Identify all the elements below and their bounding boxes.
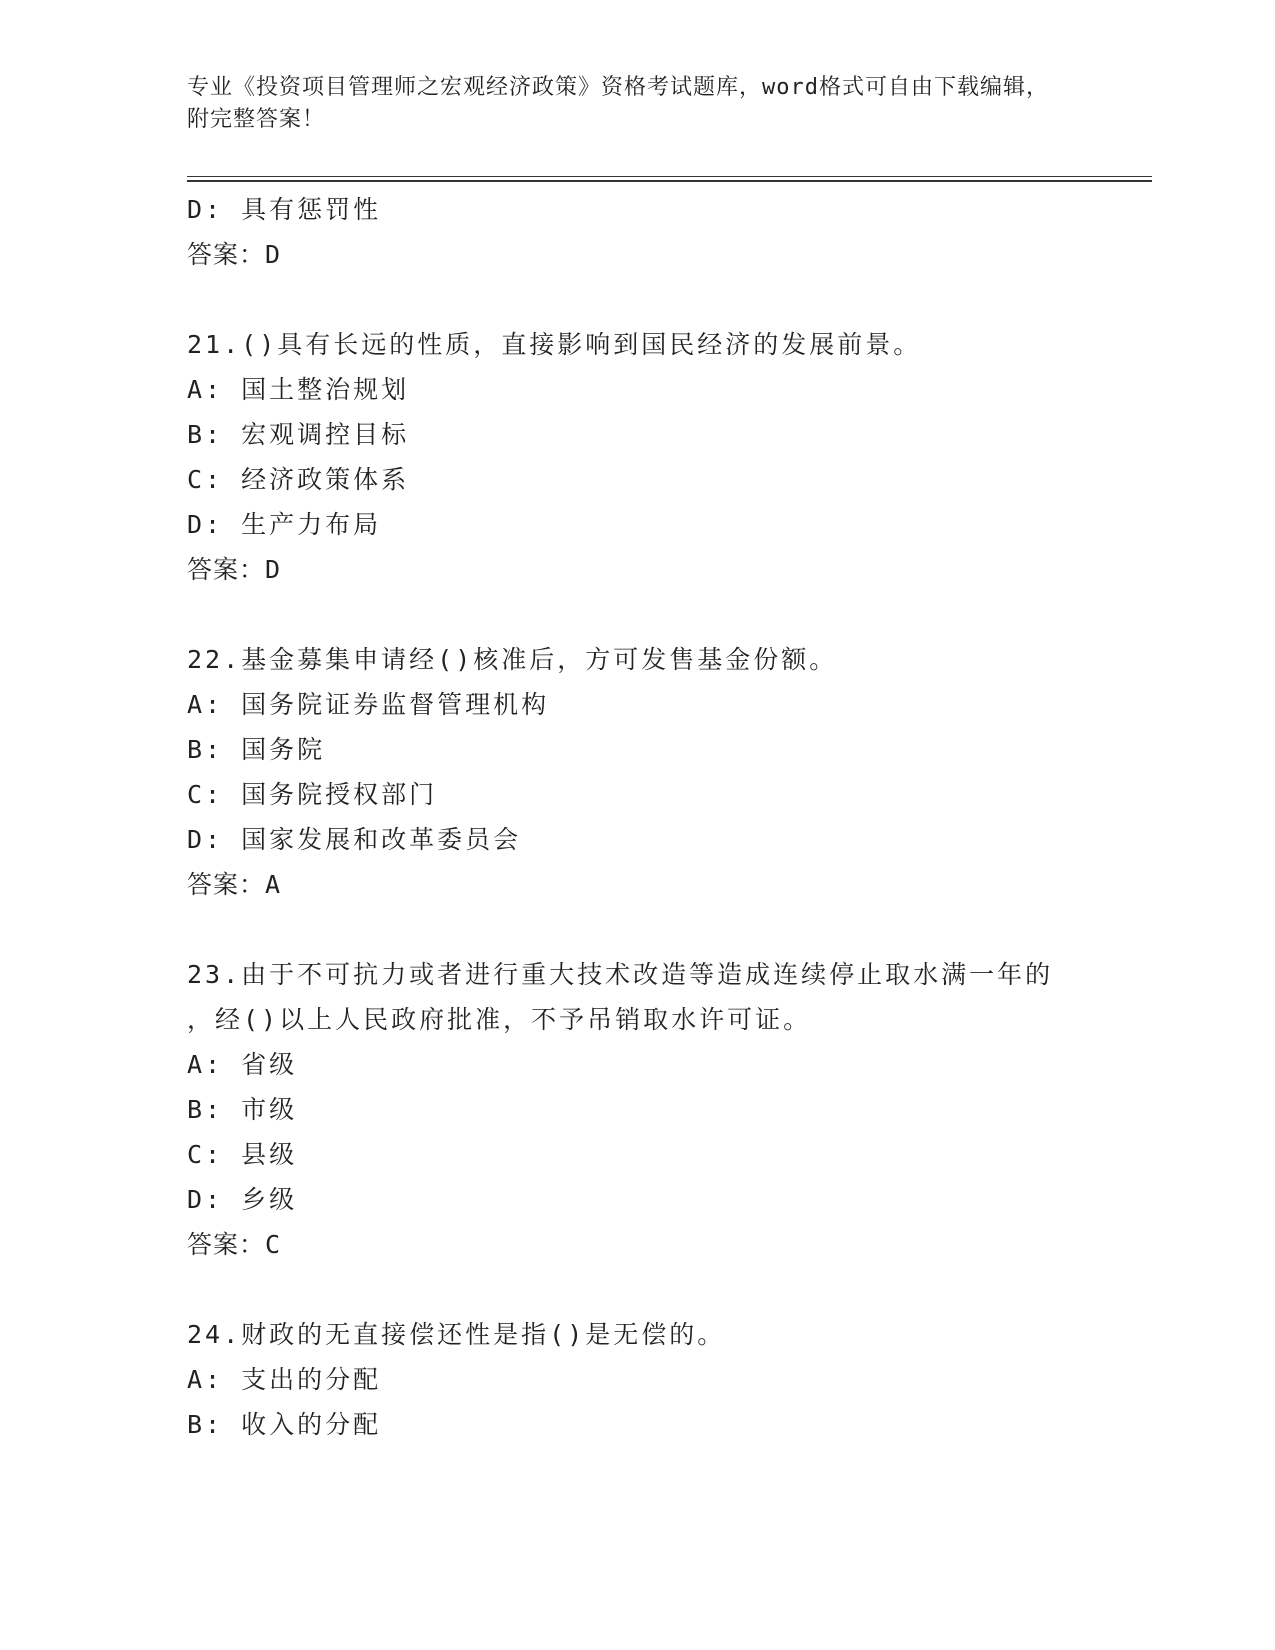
question-stem: 24.财政的无直接偿还性是指()是无偿的。 [187, 1320, 726, 1349]
question-stem: 22.基金募集申请经()核准后，方可发售基金份额。 [187, 645, 838, 674]
question-22 [187, 637, 1147, 907]
option-c: C: 经济政策体系 [187, 465, 410, 494]
answer-label: 答案： [187, 555, 266, 584]
option-b: B: 市级 [187, 1095, 298, 1124]
question-stem-continued: ，经()以上人民政府批准，不予吊销取水许可证。 [187, 1005, 812, 1034]
option-b: B: 国务院 [187, 735, 326, 764]
answer-letter: D [265, 555, 282, 584]
question-24 [187, 1312, 1147, 1447]
answer-letter: A [265, 870, 282, 899]
carryover-option-d: D: 具有惩罚性 [187, 195, 382, 224]
option-a: A: 支出的分配 [187, 1365, 382, 1394]
option-d: D: 乡级 [187, 1185, 298, 1214]
question-23 [187, 952, 1147, 1267]
document-header: 专业《投资项目管理师之宏观经济政策》资格考试题库，word格式可自由下载编辑，附完整答案！ [187, 75, 1049, 132]
option-a: A: 国务院证券监督管理机构 [187, 690, 550, 719]
option-c: C: 县级 [187, 1140, 298, 1169]
option-a: A: 省级 [187, 1050, 298, 1079]
option-a: A: 国土整治规划 [187, 375, 410, 404]
answer-label: 答案： [187, 1230, 266, 1259]
question-answer [187, 862, 1147, 907]
option-d: D: 国家发展和改革委员会 [187, 825, 522, 854]
answer-letter: C [265, 1230, 282, 1259]
answer-letter: D [265, 240, 282, 269]
option-d: D: 生产力布局 [187, 510, 382, 539]
question-answer [187, 1222, 1147, 1267]
carryover-answer [187, 232, 1147, 277]
option-b: B: 收入的分配 [187, 1410, 382, 1439]
header-rule-thin [187, 176, 1152, 177]
option-c: C: 国务院授权部门 [187, 780, 438, 809]
option-b: B: 宏观调控目标 [187, 420, 410, 449]
question-answer [187, 547, 1147, 592]
question-stem: 21.()具有长远的性质，直接影响到国民经济的发展前景。 [187, 330, 922, 359]
answer-label: 答案： [187, 870, 266, 899]
header-rule-thick [187, 180, 1152, 182]
question-21 [187, 322, 1147, 592]
answer-label: 答案： [187, 240, 266, 269]
question-stem: 23.由于不可抗力或者进行重大技术改造等造成连续停止取水满一年的 [187, 960, 1054, 989]
question-content [187, 187, 1147, 1447]
